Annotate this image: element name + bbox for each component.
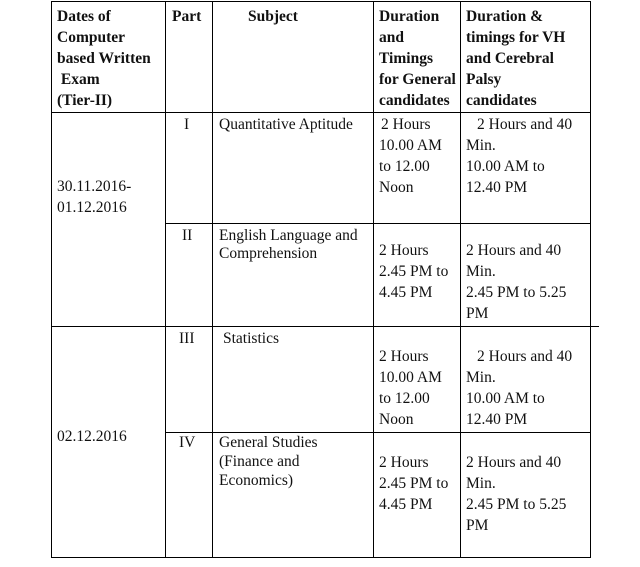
general-timing-line: 2 Hours xyxy=(379,454,429,471)
vh-timing-line: 2 Hours and 40 xyxy=(466,242,562,259)
header-subject: Subject xyxy=(248,8,298,25)
vh-timing-line: Min. xyxy=(466,263,496,280)
header-dates-line: Dates of xyxy=(57,8,111,25)
table-border-left xyxy=(51,1,52,558)
vh-timing-line: 10.00 AM to xyxy=(466,158,545,175)
header-vh-line: timings for VH xyxy=(466,29,566,46)
subject-name: Comprehension xyxy=(219,245,318,262)
subject-name: Economics) xyxy=(219,472,294,489)
subject-name: General Studies xyxy=(219,434,318,451)
header-dates-line: Exam xyxy=(57,71,100,88)
vh-timing-line: Min. xyxy=(466,137,496,154)
vh-timing-line: 10.00 AM to xyxy=(466,390,545,407)
general-timing-line: 2.45 PM to xyxy=(379,475,449,492)
vh-timing-line: 2 Hours and 40 xyxy=(466,454,562,471)
header-vh-line: Duration & xyxy=(466,8,544,25)
part-number: III xyxy=(179,330,195,347)
general-timing-line: to 12.00 xyxy=(379,390,430,407)
part-number: I xyxy=(184,116,190,133)
vh-timing-line: PM xyxy=(466,305,489,322)
vh-timing-line: 12.40 PM xyxy=(466,411,528,428)
header-general-line: candidates xyxy=(379,92,450,109)
vh-timing-line: 2.45 PM to 5.25 xyxy=(466,496,567,513)
general-timing-line: Noon xyxy=(379,179,414,196)
vh-timing-line: 2 Hours and 40 xyxy=(477,116,573,133)
header-part: Part xyxy=(172,8,202,25)
vh-timing-line: 2 Hours and 40 xyxy=(477,348,573,365)
row-divider xyxy=(165,223,591,224)
subject-name: Quantitative Aptitude xyxy=(219,116,353,133)
header-vh-line: candidates xyxy=(466,92,537,109)
date-line: 01.12.2016 xyxy=(57,199,127,216)
part-number: II xyxy=(182,227,193,244)
vh-timing-line: 12.40 PM xyxy=(466,179,528,196)
vh-timing-line: Min. xyxy=(466,475,496,492)
general-timing-line: 10.00 AM xyxy=(379,137,442,154)
header-divider xyxy=(51,112,591,113)
table-border-top xyxy=(51,1,591,2)
header-general-line: Timings xyxy=(379,50,433,67)
general-timing-line: 2 Hours xyxy=(381,116,431,133)
header-vh-line: Palsy xyxy=(466,71,502,88)
header-general-line: Duration xyxy=(379,8,440,25)
date-line: 30.11.2016- xyxy=(57,178,132,195)
subject-name: (Finance and xyxy=(219,453,300,470)
general-timing-line: to 12.00 xyxy=(379,158,430,175)
header-vh-line: and Cerebral xyxy=(466,50,554,67)
date-line: 02.12.2016 xyxy=(57,428,127,445)
column-divider xyxy=(212,1,213,558)
column-divider xyxy=(373,1,374,558)
general-timing-line: 2 Hours xyxy=(379,242,429,259)
table-border-bottom xyxy=(51,557,591,558)
general-timing-line: 4.45 PM xyxy=(379,284,433,301)
column-divider xyxy=(165,1,166,558)
general-timing-line: 4.45 PM xyxy=(379,496,433,513)
subject-name: English Language and xyxy=(219,227,358,244)
part-number: IV xyxy=(179,434,196,451)
general-timing-line: 10.00 AM xyxy=(379,369,442,386)
general-timing-line: 2 Hours xyxy=(379,348,429,365)
header-general-line: for General xyxy=(379,71,456,88)
date-group-divider xyxy=(51,326,599,327)
header-dates-line: Computer xyxy=(57,29,126,46)
vh-timing-line: 2.45 PM to 5.25 xyxy=(466,284,567,301)
vh-timing-line: PM xyxy=(466,517,489,534)
column-divider xyxy=(460,1,461,558)
header-general-line: and xyxy=(379,29,404,46)
header-dates-line: based Written xyxy=(57,50,151,67)
subject-name: Statistics xyxy=(223,330,279,347)
table-border-right xyxy=(590,1,591,558)
general-timing-line: 2.45 PM to xyxy=(379,263,449,280)
general-timing-line: Noon xyxy=(379,411,414,428)
vh-timing-line: Min. xyxy=(466,369,496,386)
header-dates-line: (Tier-II) xyxy=(57,92,113,109)
